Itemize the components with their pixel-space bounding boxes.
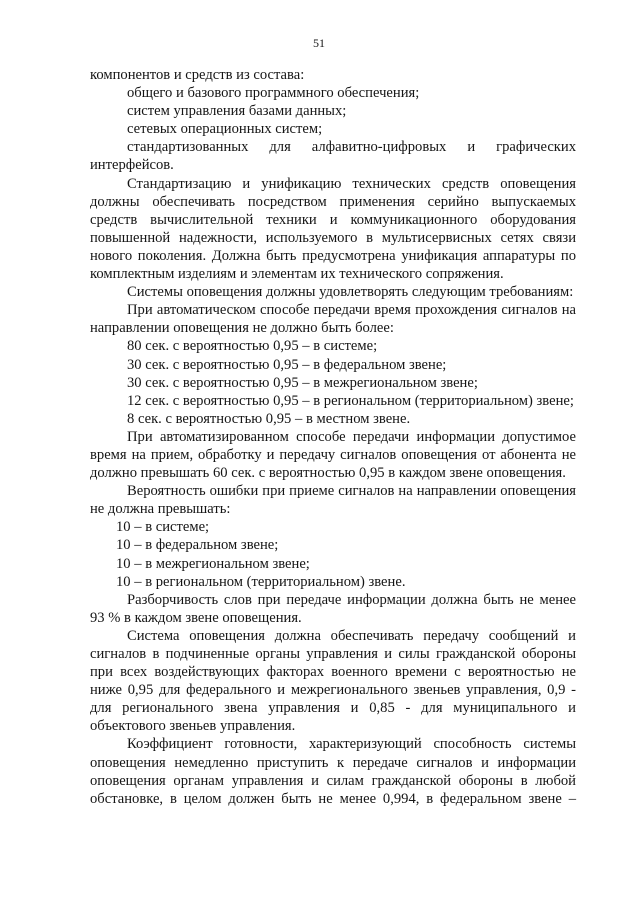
list-item: 8 сек. с вероятностью 0,95 – в местном звене. [127, 410, 411, 427]
list-item: 12 сек. с вероятностью 0,95 – в региональном (территориальном) звене; [127, 392, 574, 409]
list-item: 10 – в региональном (территориальном) звене. [116, 573, 406, 590]
list-item: 10 – в системе; [116, 519, 210, 536]
list-item: систем управления базами данных; [127, 103, 347, 120]
paragraph: Вероятность ошибки при приеме сигналов на направлении оповещения не должна превышать: [90, 483, 576, 518]
paragraph: При автоматическом способе передачи время прохождения сигналов на направлении оповещения не должно быть более: [90, 302, 576, 337]
list-item: 10 – в межрегиональном звене; [116, 555, 310, 572]
list-item: сетевых операционных систем; [127, 121, 323, 138]
paragraph: Коэффициент готовности, характеризующий способность системы оповещения немедленно приступить к передаче сигналов и информации оповещения органам управления и силам гражданской обороны в любой обстановке, в целом должен быть не менее 0,994, в федеральном звене – [90, 736, 576, 807]
page-number: 51 [313, 36, 325, 50]
list-item: 30 сек. с вероятностью 0,95 – в межрегиональном звене; [127, 374, 478, 391]
paragraph: При автоматизированном способе передачи информации допустимое время на прием, обработку и передачу сигналов оповещения от абонента не должно превышать 60 сек. с вероятностью 0,95 в каждом звене оповещения. [90, 428, 576, 482]
list-item: 30 сек. с вероятностью 0,95 – в федеральном звене; [127, 356, 447, 373]
list-item: 10 – в федеральном звене; [116, 537, 279, 554]
list-item: 80 сек. с вероятностью 0,95 – в системе; [127, 338, 378, 355]
list-item: общего и базового программного обеспечения; [127, 85, 420, 102]
list-item: стандартизованных для алфавитно-цифровых и графических интерфейсов. [90, 139, 576, 174]
paragraph: Система оповещения должна обеспечивать передачу сообщений и сигналов в подчиненные органы управления и силы гражданской обороны при всех воздействующих факторах военного времени с вероятностью не ниже 0,95 для федерального и межрегионального звеньев управления, 0,9 - для регионального звена управления и 0,85 - для муниципального и объектового звеньев управления. [90, 627, 576, 735]
paragraph: Системы оповещения должны удовлетворять следующим требованиям: [127, 284, 574, 301]
paragraph: Разборчивость слов при передаче информации должна быть не менее 93 % в каждом звене оповещения. [90, 591, 576, 626]
document-body [90, 66, 576, 808]
paragraph: Стандартизацию и унификацию технических средств оповещения должны обеспечивать посредством применения серийно выпускаемых средств вычислительной техники и коммуникационного оборудования повышенной надежности, используемого в мультисервисных сетях связи нового поколения. Должна быть предусмотрена унификация аппаратуры по комплектным изделиям и элементам их технического сопряжения. [90, 175, 576, 283]
paragraph: компонентов и средств из состава: [90, 67, 305, 83]
